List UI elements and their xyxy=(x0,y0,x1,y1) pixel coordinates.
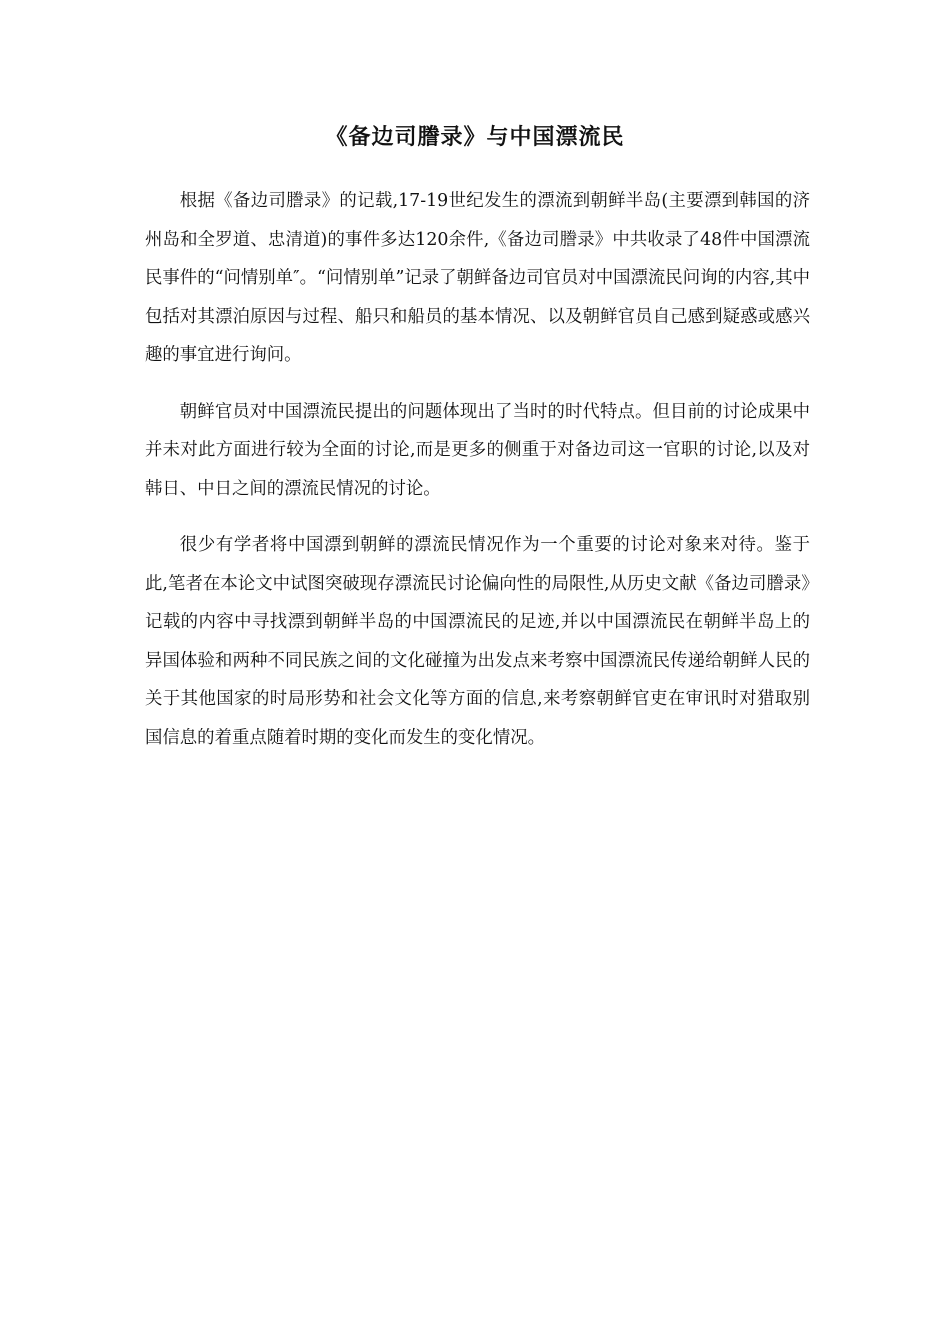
paragraph-2: 朝鲜官员对中国漂流民提出的问题体现出了当时的时代特点。但目前的讨论成果中并未对此方面进行较为全面的讨论,而是更多的侧重于对备边司这一官职的讨论,以及对韩日、中日之间的漂流民情况的讨论。 xyxy=(145,401,810,499)
document-body xyxy=(145,182,810,775)
document-title: 《备边司謄录》与中国漂流民 xyxy=(325,125,625,150)
paragraph-3: 很少有学者将中国漂到朝鲜的漂流民情况作为一个重要的讨论对象来对待。鉴于此,笔者在本论文中试图突破现存漂流民讨论偏向性的局限性,从历史文献《备边司謄录》记载的内容中寻找漂到朝鲜半岛的中国漂流民的足迹,并以中国漂流民在朝鲜半岛上的异国体验和两种不同民族之间的文化碰撞为出发点来考察中国漂流民传递给朝鲜人民的关于其他国家的时局形势和社会文化等方面的信息,来考察朝鲜官吏在审讯时对猎取别国信息的着重点随着时期的变化而发生的变化情况。 xyxy=(145,535,810,748)
paragraph-1: 根据《备边司謄录》的记载,17-19世纪发生的漂流到朝鲜半岛(主要漂到韩国的济州岛和全罗道、忠清道)的事件多达120余件,《备边司謄录》中共收录了48件中国漂流民事件的“问情别单″。“问情别单”记录了朝鲜备边司官员对中国漂流民问询的内容,其中包括对其漂泊原因与过程、船只和船员的基本情况、以及朝鲜官员自己感到疑惑或感兴趣的事宜进行询问。 xyxy=(145,191,810,365)
